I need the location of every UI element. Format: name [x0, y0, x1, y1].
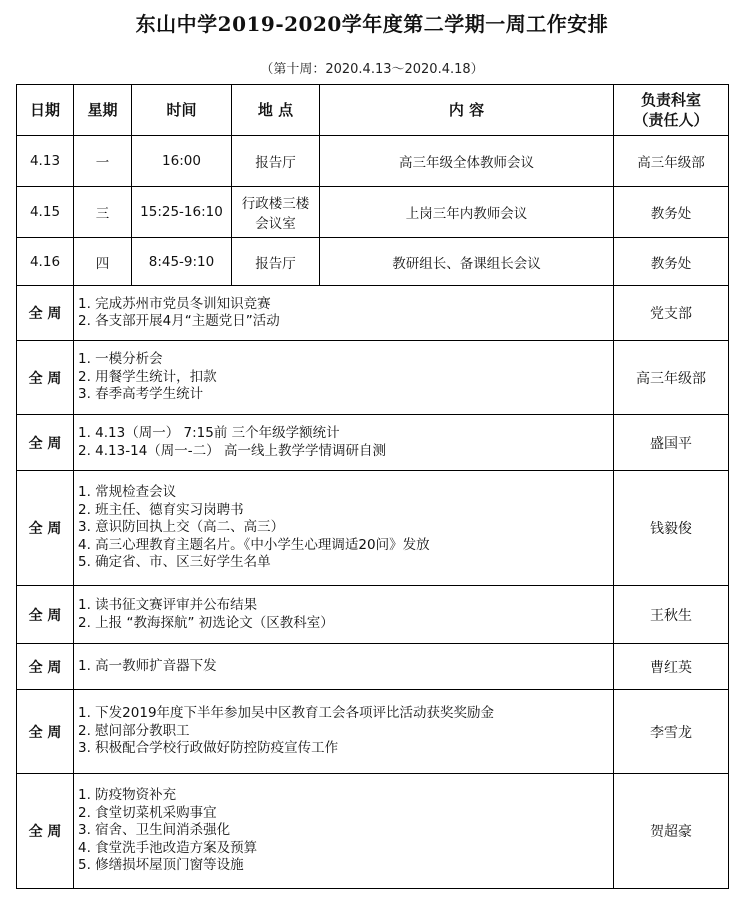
- header-date: 日期: [17, 85, 74, 136]
- responsible-owner: 李雪龙: [614, 690, 729, 774]
- meeting-content: 上岗三年内教师会议: [320, 187, 614, 238]
- task-item: 1. 防疫物资补充: [78, 787, 177, 804]
- task-item: 5. 修缮损坏屋顶门窗等设施: [78, 857, 244, 874]
- task-item: 3. 意识防回执上交（高二、高三）: [78, 519, 285, 536]
- weekly-row: [17, 644, 729, 690]
- task-item: 2. 班主任、德育实习岗聘书: [78, 501, 244, 518]
- meeting-weekday: 一: [74, 136, 132, 187]
- weekly-row: [17, 415, 729, 471]
- responsible-owner: 盛国平: [614, 415, 729, 471]
- week-label: 全 周: [17, 415, 74, 471]
- week-label: 全 周: [17, 471, 74, 586]
- meeting-content: 教研组长、备课组长会议: [320, 238, 614, 286]
- schedule-table: [16, 84, 729, 889]
- responsible-owner: 曹红英: [614, 644, 729, 690]
- weekly-row: [17, 774, 729, 889]
- weekly-row: [17, 471, 729, 586]
- task-item: 4. 高三心理教育主题名片。《中小学生心理调适20问》发放: [78, 536, 430, 553]
- header-content: 内 容: [320, 85, 614, 136]
- task-item: 2. 食堂切菜机采购事宜: [78, 804, 217, 821]
- task-list: [74, 415, 614, 471]
- task-item: 1. 读书征文赛评审并公布结果: [78, 597, 258, 613]
- meeting-row: [17, 238, 729, 286]
- meeting-weekday: 四: [74, 238, 132, 286]
- page-title: 东山中学2019-2020学年度第二学期一周工作安排: [135, 12, 609, 36]
- task-list: [74, 471, 614, 586]
- weekly-row: [17, 586, 729, 644]
- meeting-content: 高三年级全体教师会议: [320, 136, 614, 187]
- responsible-owner: 党支部: [614, 286, 729, 341]
- task-list: [74, 774, 614, 889]
- responsible-owner: 高三年级部: [614, 341, 729, 415]
- task-item: 1. 4.13（周一） 7:15前 三个年级学额统计: [78, 425, 340, 441]
- task-list: [74, 690, 614, 774]
- meeting-dept: 教务处: [614, 238, 729, 286]
- task-item: 4. 食堂洗手池改造方案及预算: [78, 839, 258, 856]
- meeting-date: 4.15: [17, 187, 74, 238]
- responsible-owner: 贺超豪: [614, 774, 729, 889]
- task-item: 1. 一模分析会: [78, 351, 163, 368]
- task-item: 1. 高一教师扩音器下发: [78, 657, 217, 674]
- header-weekday: 星期: [74, 85, 132, 136]
- task-item: 2. 上报 “教海探航” 初选论文（区教科室）: [78, 614, 334, 631]
- week-label: 全 周: [17, 341, 74, 415]
- meeting-time: 16:00: [132, 136, 232, 187]
- header-row: [17, 85, 729, 136]
- task-item: 2. 各支部开展4月“主题党日”活动: [78, 313, 280, 329]
- task-item: 5. 确定省、市、区三好学生名单: [78, 554, 271, 571]
- weekly-row: [17, 286, 729, 341]
- week-label: 全 周: [17, 774, 74, 889]
- meeting-place: 行政楼三楼会议室: [232, 187, 320, 238]
- week-label: 全 周: [17, 586, 74, 644]
- task-item: 1. 完成苏州市党员冬训知识竞赛: [78, 295, 271, 312]
- task-item: 2. 用餐学生统计，扣款: [78, 368, 217, 385]
- week-label: 全 周: [17, 690, 74, 774]
- task-item: 3. 春季高考学生统计: [78, 386, 204, 403]
- header-dept-line2: （责任人）: [633, 111, 709, 129]
- meeting-time: 8:45-9:10: [132, 238, 232, 286]
- task-list: [74, 586, 614, 644]
- task-item: 1. 常规检查会议: [78, 484, 177, 501]
- header-dept-line1: 负责科室: [640, 90, 701, 109]
- header-place: 地 点: [232, 85, 320, 136]
- meeting-row: [17, 187, 729, 238]
- meeting-date: 4.13: [17, 136, 74, 187]
- meeting-place: 报告厅: [232, 136, 320, 187]
- meeting-row: [17, 136, 729, 187]
- header-time: 时间: [132, 85, 232, 136]
- responsible-owner: 钱毅俊: [614, 471, 729, 586]
- meeting-dept: 高三年级部: [614, 136, 729, 187]
- task-item: 1. 下发2019年度下半年参加吴中区教育工会各项评比活动获奖奖励金: [78, 705, 495, 722]
- week-label: 全 周: [17, 286, 74, 341]
- task-list: [74, 286, 614, 341]
- responsible-owner: 王秋生: [614, 586, 729, 644]
- meeting-weekday: 三: [74, 187, 132, 238]
- task-item: 2. 4.13-14（周一-二） 高一线上教学学情调研自测: [78, 442, 386, 459]
- task-item: 3. 积极配合学校行政做好防控防疫宣传工作: [78, 740, 339, 757]
- task-list: [74, 644, 614, 690]
- task-item: 2. 慰问部分教职工: [78, 722, 190, 739]
- meeting-place: 报告厅: [232, 238, 320, 286]
- task-item: 3. 宿舍、卫生间消杀强化: [78, 822, 231, 839]
- page-subtitle: （第十周：2020.4.13～2020.4.18）: [260, 62, 484, 77]
- task-list: [74, 341, 614, 415]
- weekly-row: [17, 690, 729, 774]
- meeting-dept: 教务处: [614, 187, 729, 238]
- week-label: 全 周: [17, 644, 74, 690]
- meeting-date: 4.16: [17, 238, 74, 286]
- meeting-time: 15:25-16:10: [132, 187, 232, 238]
- weekly-row: [17, 341, 729, 415]
- header-dept: [614, 85, 729, 136]
